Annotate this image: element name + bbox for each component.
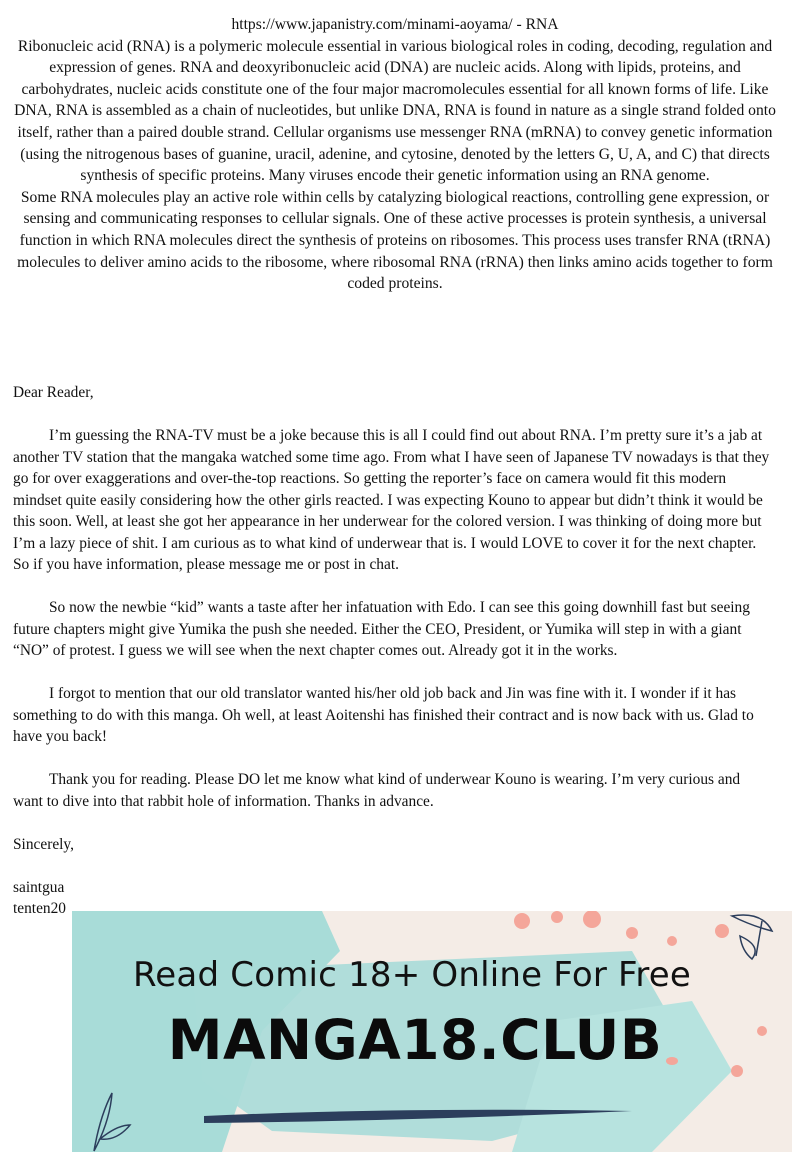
source-line: https://www.japanistry.com/minami-aoyama/ - RNA [231, 16, 559, 33]
ad-tagline: Read Comic 18+ Online For Free [133, 955, 691, 995]
ad-banner[interactable] [72, 911, 792, 1152]
letter-paragraph-2: So now the newbie “kid” wants a taste after her infatuation with Edo. I can see this going downhill fast but seeing future chapters might give Yumika the push she needed. Either the CEO, President, or Yumika will step in with a giant “NO” of protest. I guess we will see when the next chapter comes out. Already got it in the works. [13, 599, 750, 659]
letter-paragraph-4: Thank you for reading. Please DO let me know what kind of underwear Kouno is wearing. I’m very curious and want to dive into that rabbit hole of information. Thanks in advance. [13, 771, 741, 810]
letter-signer-1: saintgua [13, 878, 65, 896]
coral-dot [551, 911, 563, 923]
coral-dot [667, 936, 677, 946]
leaf-icon [732, 915, 772, 959]
coral-dot [583, 911, 601, 928]
letter-salutation: Dear Reader, [13, 384, 94, 401]
translator-letter [13, 382, 773, 920]
rna-article [12, 14, 778, 295]
letter-paragraph-1: I’m guessing the RNA-TV must be a joke because this is all I could find out about RNA. I’m pretty sure it’s a jab at another TV station that the mangaka watched some time ago. From what I have seen of Japanese TV nowadays is that they go for over exaggerations and over-the-top reactions. So getting the reporter’s face on camera would fit this modern mindset quite easily considering how the other girls reacted. I was expecting Kouno to appear but didn’t think it would be this soon. Well, at least she got her appearance in her underwear for the colored version. I was thinking of doing more but I’m a lazy piece of shit. I am curious as to what kind of underwear that is. I would LOVE to cover it for the next chapter. So if you have information, please message me or post in chat. [13, 427, 770, 573]
letter-closing: Sincerely, [13, 835, 74, 853]
letter-paragraph-3: I forgot to mention that our old translator wanted his/her old job back and Jin was fine with it. I wonder if it has something to do with this manga. Oh well, at least Aoitenshi has finished their contract and is now back with us. Glad to have you back! [13, 685, 754, 745]
rna-paragraph-1: Ribonucleic acid (RNA) is a polymeric molecule essential in various biological roles in coding, decoding, regulation and expression of genes. RNA and deoxyribonucleic acid (DNA) are nucleic acids. Along with lipids, proteins, and carbohydrates, nucleic acids constitute one of the four major macromolecules essential for all known forms of life. Like DNA, RNA is assembled as a chain of nucleotides, but unlike DNA, RNA is found in nature as a single strand folded onto itself, rather than a paired double strand. Cellular organisms use messenger RNA (mRNA) to convey genetic information (using the nitrogenous bases of guanine, uracil, adenine, and cytosine, denoted by the letters G, U, A, and C) that directs synthesis of specific proteins. Many viruses encode their genetic information using an RNA genome. [14, 37, 776, 185]
letter-signer-2: tenten20 [13, 900, 66, 917]
coral-dot [715, 924, 729, 938]
rna-paragraph-2: Some RNA molecules play an active role within cells by catalyzing biological reactions, controlling gene expression, or sensing and communicating responses to cellular signals. One of these active processes is protein synthesis, a universal function in which RNA molecules direct the synthesis of proteins on ribosomes. This process uses transfer RNA (tRNA) molecules to deliver amino acids to the ribosome, where ribosomal RNA (rRNA) then links amino acids together to form coded proteins. [17, 188, 773, 293]
coral-dot [626, 927, 638, 939]
coral-dot [757, 1026, 767, 1036]
ad-site-logo[interactable]: MANGA18.CLUB [167, 1008, 663, 1072]
coral-dot [514, 913, 530, 929]
